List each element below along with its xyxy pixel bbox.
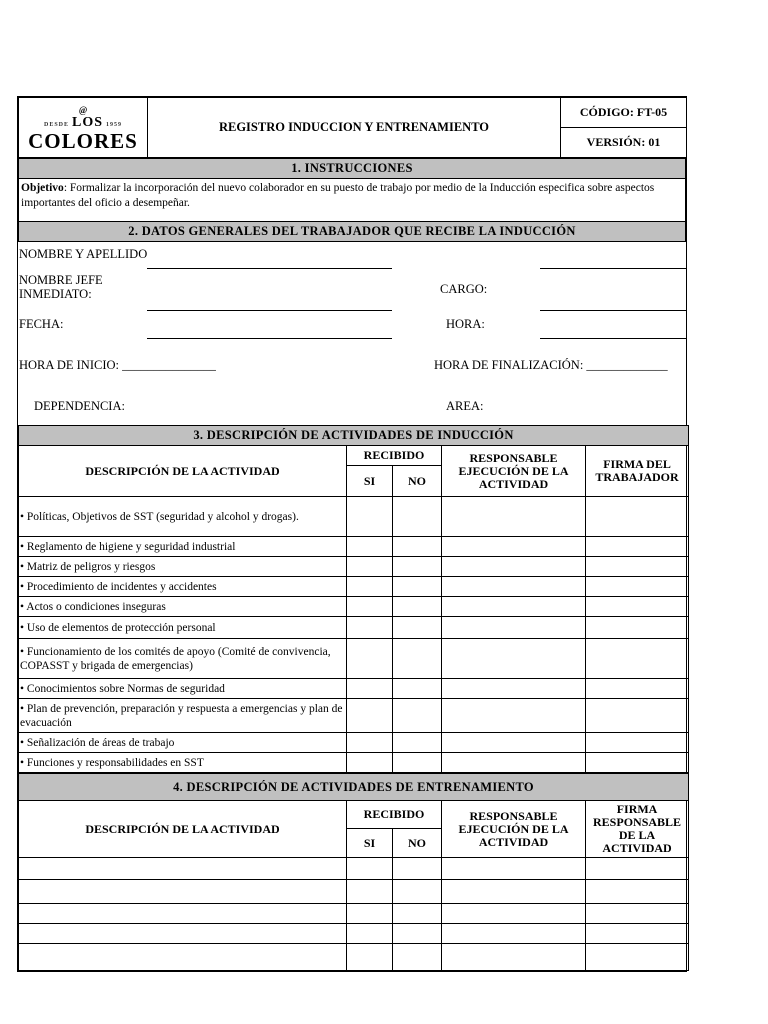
training-row-resp[interactable] bbox=[442, 880, 586, 904]
induction-row bbox=[19, 679, 689, 699]
induction-row bbox=[19, 617, 689, 639]
training-row-no[interactable] bbox=[393, 858, 442, 880]
logo-year: 1959 bbox=[106, 121, 123, 128]
training-row-no[interactable] bbox=[393, 924, 442, 944]
hora-inicio-label[interactable]: HORA DE INICIO: _______________ bbox=[19, 358, 216, 372]
activity-resp-cell[interactable] bbox=[442, 577, 586, 597]
activity-firma-cell[interactable] bbox=[586, 597, 689, 617]
activity-resp-cell[interactable] bbox=[442, 733, 586, 753]
activity-no-cell[interactable] bbox=[393, 537, 442, 557]
training-row-firma[interactable] bbox=[586, 880, 689, 904]
induction-row bbox=[19, 753, 689, 773]
training-row-firma[interactable] bbox=[586, 904, 689, 924]
section-title: 3. DESCRIPCIÓN DE ACTIVIDADES DE INDUCCIÓN bbox=[19, 426, 689, 446]
fecha-label: FECHA: bbox=[19, 317, 64, 331]
training-row-resp[interactable] bbox=[442, 858, 586, 880]
training-row-desc[interactable] bbox=[19, 924, 347, 944]
induction-row bbox=[19, 497, 689, 537]
activity-si-cell[interactable] bbox=[347, 679, 393, 699]
activity-no-cell[interactable] bbox=[393, 753, 442, 773]
section-instructions bbox=[18, 158, 686, 242]
activity-description: • Plan de prevención, preparación y respuesta a emergencias y plan de evacuación bbox=[19, 699, 347, 733]
form-title: REGISTRO INDUCCION Y ENTRENAMIENTO bbox=[148, 98, 561, 158]
training-row-resp[interactable] bbox=[442, 944, 586, 971]
activity-firma-cell[interactable] bbox=[586, 753, 689, 773]
training-row-firma[interactable] bbox=[586, 944, 689, 971]
activity-firma-cell[interactable] bbox=[586, 639, 689, 679]
induction-row bbox=[19, 557, 689, 577]
training-row-si[interactable] bbox=[347, 904, 393, 924]
activity-description: • Actos o condiciones inseguras bbox=[19, 597, 347, 617]
activity-resp-cell[interactable] bbox=[442, 679, 586, 699]
activity-firma-cell[interactable] bbox=[586, 557, 689, 577]
activity-no-cell[interactable] bbox=[393, 639, 442, 679]
activity-no-cell[interactable] bbox=[393, 497, 442, 537]
col-si-header: SI bbox=[347, 829, 393, 858]
activity-no-cell[interactable] bbox=[393, 699, 442, 733]
section-induction-activities bbox=[18, 425, 689, 773]
training-row-firma[interactable] bbox=[586, 924, 689, 944]
training-row-firma[interactable] bbox=[586, 858, 689, 880]
activity-resp-cell[interactable] bbox=[442, 639, 586, 679]
jefe-field[interactable] bbox=[147, 310, 392, 311]
form-code: CÓDIGO: FT-05 bbox=[561, 98, 687, 128]
logo-los: LOS bbox=[72, 114, 104, 130]
col-firma-header: FIRMA RESPONSABLE DE LA ACTIVIDAD bbox=[586, 801, 689, 858]
activity-no-cell[interactable] bbox=[393, 577, 442, 597]
training-row-resp[interactable] bbox=[442, 904, 586, 924]
induction-form bbox=[17, 96, 687, 972]
cargo-field[interactable] bbox=[540, 310, 686, 311]
activity-resp-cell[interactable] bbox=[442, 497, 586, 537]
activity-description: • Uso de elementos de protección personal bbox=[19, 617, 347, 639]
activity-no-cell[interactable] bbox=[393, 557, 442, 577]
col-firma-header: FIRMA DEL TRABAJADOR bbox=[586, 446, 689, 497]
induction-row bbox=[19, 699, 689, 733]
activity-si-cell[interactable] bbox=[347, 617, 393, 639]
col-desc-header: DESCRIPCIÓN DE LA ACTIVIDAD bbox=[19, 801, 347, 858]
induction-row bbox=[19, 597, 689, 617]
section-training-activities bbox=[18, 773, 689, 971]
activity-description: • Reglamento de higiene y seguridad industrial bbox=[19, 537, 347, 557]
training-row-no[interactable] bbox=[393, 944, 442, 971]
activity-si-cell[interactable] bbox=[347, 699, 393, 733]
activity-firma-cell[interactable] bbox=[586, 497, 689, 537]
training-row-desc[interactable] bbox=[19, 944, 347, 971]
training-row-desc[interactable] bbox=[19, 880, 347, 904]
col-si-header: SI bbox=[347, 466, 393, 497]
activity-firma-cell[interactable] bbox=[586, 617, 689, 639]
training-row-no[interactable] bbox=[393, 904, 442, 924]
training-row-si[interactable] bbox=[347, 944, 393, 971]
induction-row bbox=[19, 537, 689, 557]
training-row-desc[interactable] bbox=[19, 858, 347, 880]
induction-row bbox=[19, 639, 689, 679]
activity-resp-cell[interactable] bbox=[442, 597, 586, 617]
training-row-no[interactable] bbox=[393, 880, 442, 904]
activity-si-cell[interactable] bbox=[347, 537, 393, 557]
activity-firma-cell[interactable] bbox=[586, 699, 689, 733]
activity-firma-cell[interactable] bbox=[586, 537, 689, 557]
activity-firma-cell[interactable] bbox=[586, 733, 689, 753]
activity-no-cell[interactable] bbox=[393, 679, 442, 699]
col-no-header: NO bbox=[393, 829, 442, 858]
hora-fin-label[interactable]: HORA DE FINALIZACIÓN: _____________ bbox=[434, 358, 668, 372]
section-title: 4. DESCRIPCIÓN DE ACTIVIDADES DE ENTRENAMIENTO bbox=[19, 774, 689, 801]
logo-mark-icon: @ bbox=[78, 104, 88, 115]
nombre-field[interactable] bbox=[147, 268, 392, 269]
activity-resp-cell[interactable] bbox=[442, 753, 586, 773]
activity-firma-cell[interactable] bbox=[586, 679, 689, 699]
activity-description: • Políticas, Objetivos de SST (seguridad y alcohol y drogas). bbox=[19, 497, 347, 537]
training-row-desc[interactable] bbox=[19, 904, 347, 924]
activity-resp-cell[interactable] bbox=[442, 617, 586, 639]
activity-si-cell[interactable] bbox=[347, 597, 393, 617]
activity-no-cell[interactable] bbox=[393, 733, 442, 753]
col-desc-header: DESCRIPCIÓN DE LA ACTIVIDAD bbox=[19, 446, 347, 497]
activity-resp-cell[interactable] bbox=[442, 699, 586, 733]
training-row-si[interactable] bbox=[347, 924, 393, 944]
dependencia-label: DEPENDENCIA: bbox=[34, 399, 125, 413]
cargo-label: CARGO: bbox=[440, 282, 488, 296]
logo-desde: DESDE bbox=[43, 121, 69, 128]
section-title: 2. DATOS GENERALES DEL TRABAJADOR QUE RECIBE LA INDUCCIÓN bbox=[19, 222, 686, 242]
activity-si-cell[interactable] bbox=[347, 577, 393, 597]
activity-si-cell[interactable] bbox=[347, 497, 393, 537]
activity-description: • Matriz de peligros y riesgos bbox=[19, 557, 347, 577]
induction-row bbox=[19, 733, 689, 753]
col-no-header: NO bbox=[393, 466, 442, 497]
col-resp-header: RESPONSABLE EJECUCIÓN DE LA ACTIVIDAD bbox=[442, 801, 586, 858]
activity-description: • Funciones y responsabilidades en SST bbox=[19, 753, 347, 773]
objective-label: Objetivo bbox=[21, 182, 64, 194]
activity-no-cell[interactable] bbox=[393, 597, 442, 617]
objective-text bbox=[19, 179, 686, 222]
activity-description: • Conocimientos sobre Normas de seguridad bbox=[19, 679, 347, 699]
fecha-field[interactable] bbox=[147, 338, 392, 339]
activity-description: • Señalización de áreas de trabajo bbox=[19, 733, 347, 753]
induction-row bbox=[19, 577, 689, 597]
col-recibido-header: RECIBIDO bbox=[347, 801, 442, 829]
training-row-si[interactable] bbox=[347, 858, 393, 880]
activity-si-cell[interactable] bbox=[347, 639, 393, 679]
activity-description: • Funcionamiento de los comités de apoyo (Comité de convivencia, COPASST y brigada de emergencias) bbox=[19, 639, 347, 679]
worker-data-block bbox=[18, 242, 686, 425]
activity-no-cell[interactable] bbox=[393, 617, 442, 639]
col-resp-header: RESPONSABLE EJECUCIÓN DE LA ACTIVIDAD bbox=[442, 446, 586, 497]
section-title: 1. INSTRUCCIONES bbox=[19, 159, 686, 179]
col-recibido-header: RECIBIDO bbox=[347, 446, 442, 466]
nombre-field-2[interactable] bbox=[540, 268, 686, 269]
activity-si-cell[interactable] bbox=[347, 753, 393, 773]
nombre-label: NOMBRE Y APELLIDO bbox=[19, 247, 147, 261]
activity-si-cell[interactable] bbox=[347, 733, 393, 753]
training-row-resp[interactable] bbox=[442, 924, 586, 944]
activity-firma-cell[interactable] bbox=[586, 577, 689, 597]
form-version: VERSIÓN: 01 bbox=[561, 128, 687, 158]
activity-resp-cell[interactable] bbox=[442, 537, 586, 557]
logo-colores: COLORES bbox=[28, 128, 138, 153]
objective-body: : Formalizar la incorporación del nuevo colaborador en su puesto de trabajo por medio de la Inducción especifica sobre aspectos importantes del oficio a desempeñar. bbox=[21, 182, 655, 209]
area-label: AREA: bbox=[446, 399, 484, 413]
activity-description: • Procedimiento de incidentes y accidentes bbox=[19, 577, 347, 597]
jefe-label: NOMBRE JEFE INMEDIATO: bbox=[19, 273, 103, 301]
form-header bbox=[18, 97, 687, 158]
company-logo bbox=[19, 98, 148, 158]
activity-si-cell[interactable] bbox=[347, 557, 393, 577]
hora-label: HORA: bbox=[446, 317, 485, 331]
activity-resp-cell[interactable] bbox=[442, 557, 586, 577]
training-row-si[interactable] bbox=[347, 880, 393, 904]
hora-field[interactable] bbox=[540, 338, 686, 339]
